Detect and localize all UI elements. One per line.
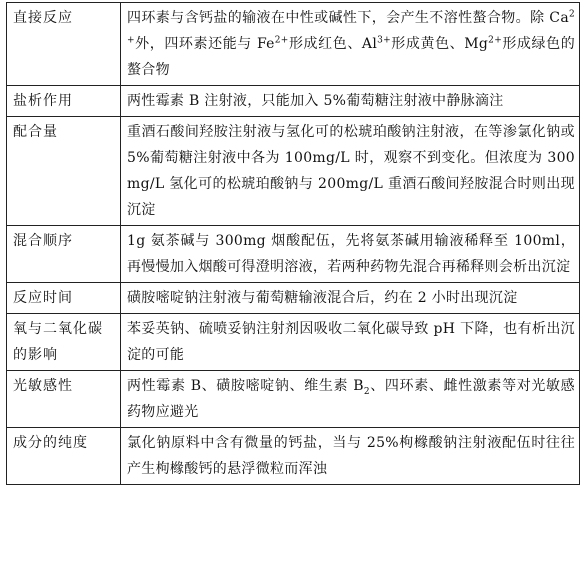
content-text: 两性霉素 B、磺胺嘧啶钠、维生素 B — [127, 378, 364, 394]
content-text: 重酒石酸间羟胺注射液与氢化可的松琥珀酸钠注射液，在等渗氯化钠或 5%葡萄糖注射液中各为 100mg/L 时，观察不到变化。但浓度为 300mg/L 氢化可的松琥珀酸钠与 200mg/L 重酒石酸间羟胺混合时则出现沉淀 — [127, 124, 575, 218]
table-row — [7, 86, 580, 117]
superscript-text: 2+ — [488, 35, 503, 46]
row-content — [121, 226, 580, 283]
content-text: 形成红色、Al — [288, 36, 378, 52]
superscript-text: 3+ — [377, 35, 391, 46]
row-label: 盐析作用 — [7, 86, 121, 117]
content-text: 四环素与含钙盐的输液在中性或碱性下，会产生不溶性螯合物。除 Ca — [127, 10, 569, 26]
row-label: 配合量 — [7, 117, 121, 226]
row-content — [121, 117, 580, 226]
content-text: 外，四环素还能与 Fe — [134, 36, 275, 52]
row-label: 光敏感性 — [7, 371, 121, 428]
table-row — [7, 3, 580, 86]
content-text: 形成绿色的螯合物 — [127, 36, 576, 78]
content-text: 1g 氨茶碱与 300mg 烟酸配伍，先将氨茶碱用输液稀释至 100ml，再慢慢加入烟酸可得澄明溶液，若两种药物先混合再稀释则会析出沉淀 — [127, 233, 575, 275]
table-row — [7, 117, 580, 226]
row-label: 直接反应 — [7, 3, 121, 86]
table-row — [7, 371, 580, 428]
table-row — [7, 226, 580, 283]
superscript-text: 2+ — [274, 35, 289, 46]
row-content — [121, 86, 580, 117]
compatibility-table — [6, 2, 580, 485]
row-content — [121, 283, 580, 314]
row-content — [121, 314, 580, 371]
row-content — [121, 371, 580, 428]
row-label: 氧与二氧化碳的影响 — [7, 314, 121, 371]
table-body — [7, 3, 580, 485]
table-row — [7, 428, 580, 485]
content-text: 、四环素、雌性激素等对光敏感药物应避光 — [127, 378, 575, 420]
content-text: 苯妥英钠、硫喷妥钠注射剂因吸收二氧化碳导致 pH 下降，也有析出沉淀的可能 — [127, 321, 575, 363]
content-text: 两性霉素 B 注射液，只能加入 5%葡萄糖注射液中静脉滴注 — [127, 93, 504, 109]
table-row — [7, 314, 580, 371]
row-label: 混合顺序 — [7, 226, 121, 283]
subscript-text: 2 — [363, 386, 370, 397]
row-label: 反应时间 — [7, 283, 121, 314]
content-text: 氯化钠原料中含有微量的钙盐，当与 25%枸橼酸钠注射液配伍时往往产生枸橼酸钙的悬浮微粒而浑浊 — [127, 435, 575, 477]
row-label: 成分的纯度 — [7, 428, 121, 485]
content-text: 磺胺嘧啶钠注射液与葡萄糖输液混合后，约在 2 小时出现沉淀 — [127, 290, 518, 306]
table-row — [7, 283, 580, 314]
row-content — [121, 3, 580, 86]
row-content — [121, 428, 580, 485]
content-text: 形成黄色、Mg — [391, 36, 489, 52]
superscript-text: 2+ — [127, 9, 575, 46]
